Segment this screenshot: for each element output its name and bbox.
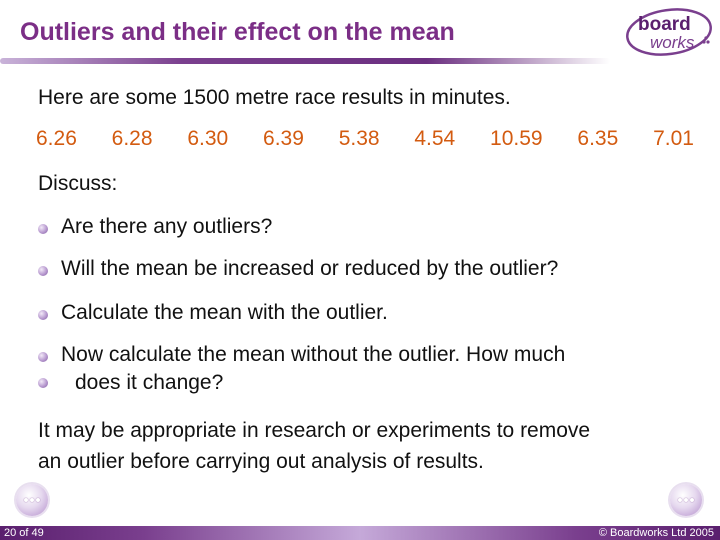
race-results-row bbox=[28, 127, 708, 151]
race-result: 4.54 bbox=[414, 127, 456, 150]
next-slide-button[interactable] bbox=[670, 484, 702, 516]
previous-slide-button[interactable] bbox=[16, 484, 48, 516]
slide-title: Outliers and their effect on the mean bbox=[20, 18, 455, 46]
bullet-icon bbox=[38, 266, 48, 276]
race-result: 6.30 bbox=[187, 127, 229, 150]
race-result: 10.59 bbox=[490, 127, 543, 150]
bullet-icon bbox=[38, 352, 48, 362]
race-result: 7.01 bbox=[653, 127, 694, 150]
boardworks-logo bbox=[624, 6, 714, 58]
race-result: 6.35 bbox=[577, 127, 619, 150]
closing-line: an outlier before carrying out analysis of results. bbox=[38, 450, 484, 473]
race-result: 6.28 bbox=[111, 127, 153, 150]
slide-number: 20 of 49 bbox=[4, 527, 44, 539]
logo-line-2: works bbox=[650, 33, 695, 52]
ellipsis-icon bbox=[24, 498, 40, 502]
race-result: 6.26 bbox=[36, 127, 77, 150]
discuss-label: Discuss: bbox=[38, 172, 118, 195]
bullet-icon bbox=[38, 224, 48, 234]
bullet-item: Calculate the mean with the outlier. bbox=[61, 301, 388, 324]
copyright-notice: © Boardworks Ltd 2005 bbox=[598, 527, 714, 539]
intro-text: Here are some 1500 metre race results in minutes. bbox=[38, 86, 511, 109]
title-underline bbox=[0, 58, 610, 64]
closing-paragraph bbox=[38, 415, 698, 477]
race-result: 5.38 bbox=[338, 127, 380, 150]
bullet-item-continuation: does it change? bbox=[75, 371, 224, 394]
bullet-item: Will the mean be increased or reduced by the outlier? bbox=[61, 257, 559, 280]
closing-line: It may be appropriate in research or experiments to remove bbox=[38, 419, 591, 442]
bullet-icon bbox=[38, 378, 48, 388]
bullet-item: Now calculate the mean without the outlier. How much bbox=[61, 343, 566, 366]
bullet-icon bbox=[38, 310, 48, 320]
logo-line-1: board bbox=[638, 14, 691, 35]
race-result: 6.39 bbox=[263, 127, 304, 150]
bullet-item: Are there any outliers? bbox=[61, 215, 273, 238]
ellipsis-icon bbox=[678, 498, 694, 502]
